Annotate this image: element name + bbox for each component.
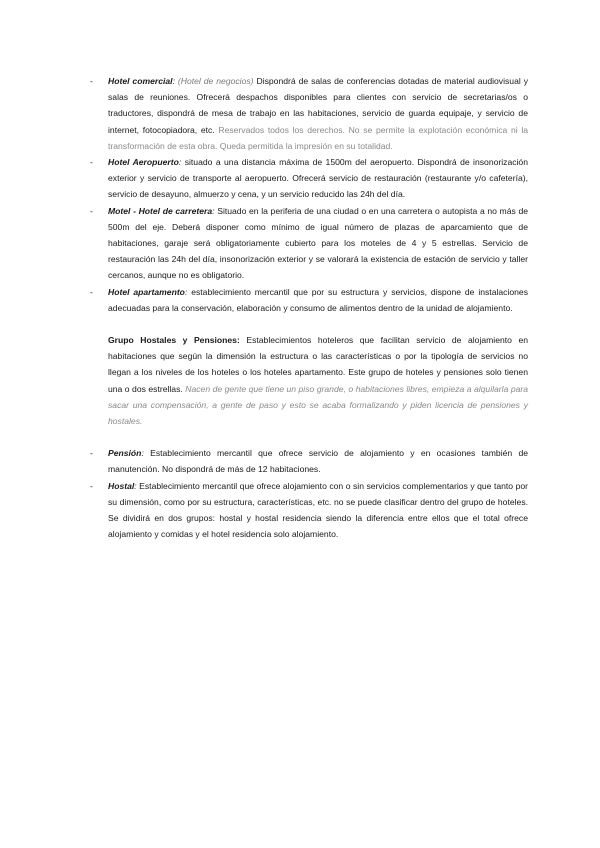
- term-colon: :: [178, 157, 182, 168]
- list-item-hostal: [90, 478, 528, 543]
- bullet-dash: -: [90, 76, 93, 86]
- list-item-hotel-apartamento: [90, 284, 528, 316]
- copyright-note: Reservados todos los derechos. No se permite la explotación económica ni la transformación de esta obra. Queda permitida la impresión en su totalidad.: [108, 124, 529, 151]
- list-item-hotel-aeropuerto: [90, 154, 528, 203]
- paragraph-spacer: [90, 429, 528, 445]
- term-note: (Hotel de negocios): [177, 76, 254, 86]
- group-note: Nacen de gente que tiene un piso grande, o habitaciones libres, empieza a alquilarla para sacar una compensación, a gente de paso y esto se acaba formalizando y piden licencia de pensiones y hostales.: [108, 383, 529, 427]
- term-colon: :: [184, 286, 188, 297]
- term-hotel-comercial: Hotel comercial: [108, 76, 173, 86]
- paragraph-spacer: [90, 316, 528, 332]
- item-description: Establecimiento mercantil que ofrece alojamiento con o sin servicios complementarios y que tanto por su dimensión, como por su estructura, características, etc. no se puede clasificar dentro del grupo de hoteles. Se dividirá en dos grupos: hostal y hostal residencia siendo la diferencia entre ellos que el total ofrece alojamiento y comidas y el hotel residencia solo alojamiento.: [108, 480, 528, 540]
- bullet-dash: -: [90, 286, 93, 297]
- list-item-pension: [90, 445, 528, 477]
- item-description: Dispondrá de salas de conferencias dotadas de material audiovisual y salas de reuniones. Ofrecerá despachos disponibles para clientes con servicio de secretarias/os o traductores, dispondrá de mesa de trabajo en las habitaciones, servicio de guarda equipaje, y servicio de internet, fotocopiadora, etc.: [108, 76, 529, 135]
- term-hotel-apartamento: Hotel apartamento: [108, 286, 185, 297]
- document-body: [90, 73, 528, 542]
- term-hotel-aeropuerto: Hotel Aeropuerto: [108, 157, 179, 168]
- item-description: Establecimiento mercantil que ofrece servicio de alojamiento y en ocasiones también de manutención. No dispondrá de más de 12 habitaciones.: [108, 448, 528, 475]
- term-hostal: Hostal: [108, 480, 135, 491]
- bullet-dash: -: [90, 205, 93, 216]
- term-colon: :: [212, 205, 215, 216]
- item-description: situado a una distancia máxima de 1500m del aeropuerto. Dispondrá de insonorización exterior y servicio de transporte al aeropuerto. Ofrecerá servicio de restauración (restaurante y/o cafetería), servicio de desayuno, almuerzo y cena, y un servicio reducido las 24h del día.: [108, 157, 528, 200]
- bullet-dash: -: [90, 157, 93, 168]
- term-colon: :: [172, 76, 175, 86]
- term-colon: :: [134, 480, 137, 491]
- group-description: Establecimientos hoteleros que facilitan servicio de alojamiento en habitaciones que según la dimensión la estructura o las características o por la tipología de servicios no llegan a los niveles de los hoteles o los hoteles apartamento. Este grupo de hoteles y pensiones solo tienen una o dos estrellas.: [108, 335, 529, 394]
- bullet-dash: -: [90, 480, 93, 491]
- bullet-dash: -: [90, 448, 93, 459]
- item-description: Situado en la periferia de una ciudad o en una carretera o autopista a no más de 500m del eje. Deberá disponer como mínimo de igual número de plazas de aparcamiento que de habitaciones, garaje será obligatoriamente cubierto para los moteles de 4 y 5 estrellas. Servicio de restauración las 24h del día, insonorización exterior y se valorará la existencia de estación de servicio y taller cercanos, aunque no es obligatorio.: [108, 205, 528, 281]
- term-motel: Motel - Hotel de carretera: [108, 205, 213, 216]
- term-colon: :: [141, 448, 144, 459]
- list-item-hotel-comercial: [90, 73, 528, 154]
- term-pension: Pensión: [108, 448, 142, 459]
- group-paragraph: [90, 332, 528, 429]
- list-item-motel: [90, 203, 528, 284]
- group-heading: Grupo Hostales y Pensiones:: [108, 335, 240, 346]
- item-description: establecimiento mercantil que por su estructura y servicios, dispone de instalaciones adecuadas para la conservación, elaboración y consumo de alimentos dentro de la unidad de alojamiento.: [108, 286, 528, 313]
